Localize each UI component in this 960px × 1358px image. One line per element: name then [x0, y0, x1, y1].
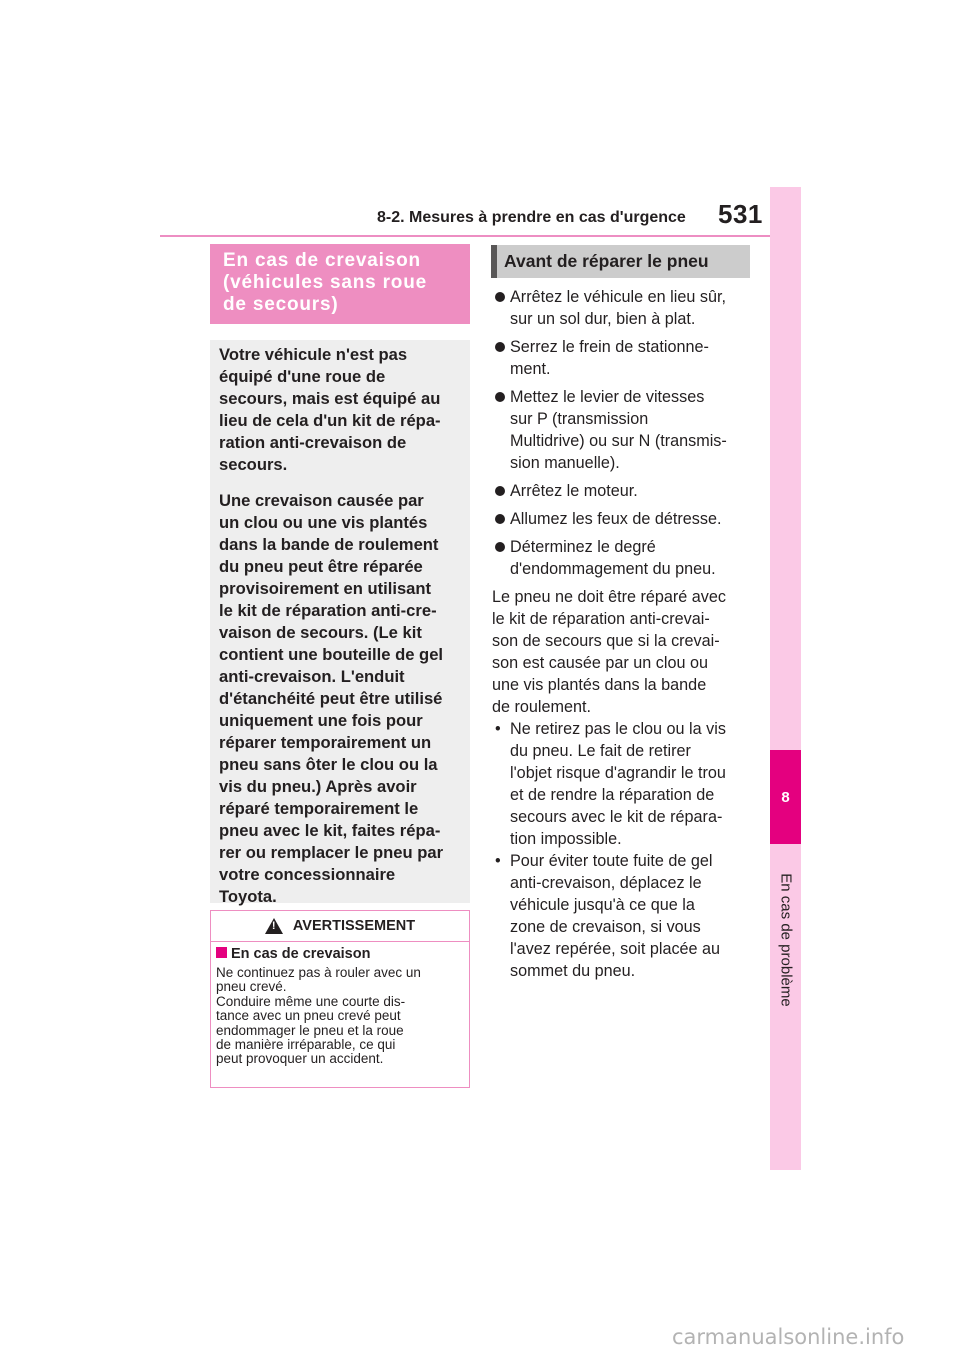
warning-header — [211, 911, 469, 942]
warning-subtitle: En cas de crevaison — [216, 946, 469, 962]
list-item: Allumez les feux de détresse. — [492, 508, 754, 530]
intro-paragraph: Votre véhicule n'est pas équipé d'une roue de secours, mais est équipé au lieu de cela d'un kit de répa- ration anti-crevaison de secours. — [219, 345, 441, 474]
list-item: Mettez le levier de vitesses sur P (transmission Multidrive) ou sur N (transmis- sion manuelle). — [492, 386, 754, 474]
list-item: Serrez le frein de stationne- ment. — [492, 336, 754, 380]
chapter-label: En cas de problème — [777, 873, 795, 1007]
heading-line: En cas de crevaison — [223, 250, 421, 271]
heading-line: (véhicules sans roue — [223, 272, 427, 293]
intro-box — [210, 340, 470, 906]
list-item: Arrêtez le véhicule en lieu sûr, sur un sol dur, bien à plat. — [492, 286, 754, 330]
note-item: • Ne retirez pas le clou ou la vis du pneu. Le fait de retirer l'objet risque d'agrandir le trou et de rendre la réparation de secours avec le kit de répara- tion impossible. — [492, 718, 754, 850]
square-bullet-icon — [216, 947, 227, 958]
header-divider — [160, 235, 770, 237]
list-item: Arrêtez le moteur. — [492, 480, 754, 502]
intro-paragraph: Une crevaison causée par un clou ou une vis plantés dans la bande de roulement du pneu peut être réparée provisoirement en utilisant le kit de réparation anti-cre- vaison de secours. (Le kit contient une bouteille de gel anti-crevaison. L'enduit d'étanchéité peut être utilisé uniquement une fois pour réparer temporairement un pneu sans ôter le clou ou la vis du pneu.) Après avoir réparé temporairement le pneu avec le kit, faites répa- rer ou remplacer le pneu par votre concessionnaire Toyota. — [219, 491, 444, 906]
list-item: Déterminez le degré d'endommagement du pneu. — [492, 536, 754, 580]
chapter-side-tab — [770, 187, 801, 1170]
page-number: 531 — [718, 199, 763, 229]
heading-line: de secours) — [223, 294, 339, 315]
warning-text: Ne continuez pas à rouler avec un pneu crevé. Conduire même une courte dis- tance avec un pneu crevé peut endommager le pneu et la roue de manière irréparable, ce qui peut provoquer un accident. — [216, 965, 421, 1067]
warning-title: AVERTISSEMENT — [292, 918, 416, 934]
right-column — [492, 286, 754, 982]
chapter-number-tab: 8 — [770, 750, 801, 844]
watermark: carmanualsonline.info — [672, 1325, 905, 1349]
page-header-title: 8-2. Mesures à prendre en cas d'urgence — [377, 209, 686, 226]
warning-box — [210, 910, 470, 1088]
note-item: • Pour éviter toute fuite de gel anti-crevaison, déplacez le véhicule jusqu'à ce que la zone de crevaison, si vous l'avez repérée, soit placée au sommet du pneu. — [492, 850, 754, 982]
body-paragraph: Le pneu ne doit être réparé avec le kit de réparation anti-crevai- son de secours que si la crevai- son est causée par un clou ou une vis plantés dans la bande de roulement. — [492, 588, 726, 716]
section-heading-before-repair: Avant de réparer le pneu — [491, 245, 750, 278]
warning-triangle-icon — [265, 918, 283, 934]
section-heading-flat-tire — [210, 244, 470, 324]
